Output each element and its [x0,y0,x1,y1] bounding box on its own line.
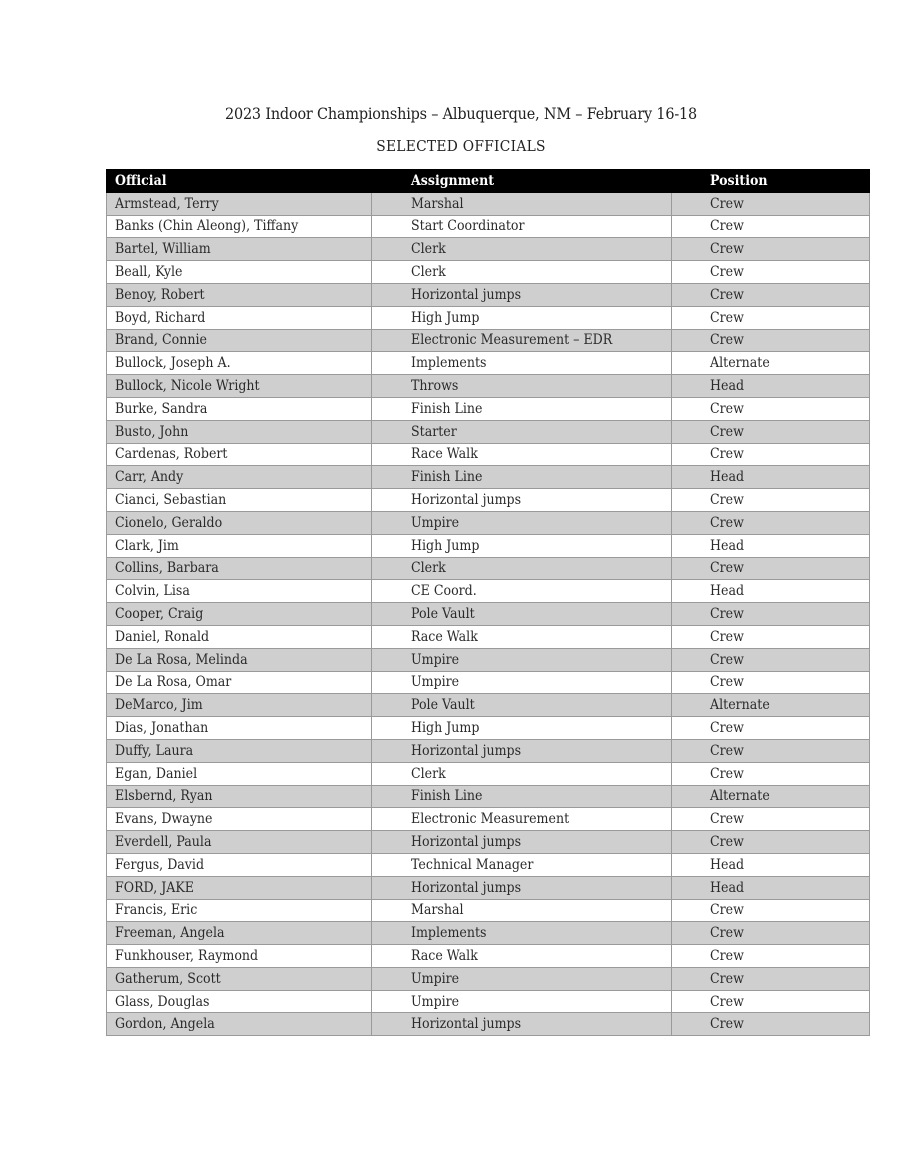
official-cell: Carr, Andy [107,466,372,489]
official-cell: Cianci, Sebastian [107,489,372,512]
official-cell: Funkhouser, Raymond [107,945,372,968]
position-cell: Crew [672,945,870,968]
position-cell: Crew [672,899,870,922]
table-row [107,283,870,306]
assignment-cell: Horizontal jumps [372,739,672,762]
column-header-official: Official [107,170,372,193]
position-cell: Alternate [672,694,870,717]
assignment-cell: Horizontal jumps [372,876,672,899]
official-cell: Bullock, Joseph A. [107,352,372,375]
position-cell: Crew [672,922,870,945]
official-cell: Clark, Jim [107,534,372,557]
position-cell: Alternate [672,785,870,808]
assignment-cell: Finish Line [372,397,672,420]
official-cell: Banks (Chin Aleong), Tiffany [107,215,372,238]
assignment-cell: High Jump [372,717,672,740]
table-body [107,192,870,1035]
position-cell: Head [672,853,870,876]
official-cell: Cardenas, Robert [107,443,372,466]
position-cell: Crew [672,967,870,990]
table-row [107,922,870,945]
official-cell: Benoy, Robert [107,283,372,306]
official-cell: De La Rosa, Melinda [107,648,372,671]
official-cell: Boyd, Richard [107,306,372,329]
position-cell: Crew [672,831,870,854]
official-cell: Duffy, Laura [107,739,372,762]
position-cell: Crew [672,306,870,329]
position-cell: Crew [672,329,870,352]
table-row [107,808,870,831]
position-cell: Head [672,580,870,603]
assignment-cell: Race Walk [372,625,672,648]
position-cell: Head [672,466,870,489]
position-cell: Crew [672,625,870,648]
official-cell: Busto, John [107,420,372,443]
position-cell: Crew [672,739,870,762]
assignment-cell: Umpire [372,671,672,694]
assignment-cell: Umpire [372,648,672,671]
official-cell: Freeman, Angela [107,922,372,945]
table-row [107,945,870,968]
position-cell: Crew [672,215,870,238]
table-row [107,306,870,329]
table-row [107,785,870,808]
assignment-cell: Start Coordinator [372,215,672,238]
table-row [107,831,870,854]
official-cell: FORD, JAKE [107,876,372,899]
position-cell: Crew [672,489,870,512]
assignment-cell: Umpire [372,990,672,1013]
assignment-cell: Clerk [372,557,672,580]
table-row [107,261,870,284]
table-row [107,557,870,580]
official-cell: Francis, Eric [107,899,372,922]
official-cell: Beall, Kyle [107,261,372,284]
assignment-cell: Umpire [372,967,672,990]
assignment-cell: Horizontal jumps [372,1013,672,1036]
assignment-cell: Implements [372,352,672,375]
official-cell: Everdell, Paula [107,831,372,854]
assignment-cell: Pole Vault [372,694,672,717]
official-cell: Glass, Douglas [107,990,372,1013]
official-cell: Daniel, Ronald [107,625,372,648]
official-cell: Egan, Daniel [107,762,372,785]
assignment-cell: Horizontal jumps [372,831,672,854]
position-cell: Crew [672,1013,870,1036]
table-row [107,694,870,717]
official-cell: De La Rosa, Omar [107,671,372,694]
official-cell: Gordon, Angela [107,1013,372,1036]
position-cell: Crew [672,443,870,466]
assignment-cell: Horizontal jumps [372,283,672,306]
position-cell: Crew [672,283,870,306]
assignment-cell: Umpire [372,511,672,534]
table-row [107,625,870,648]
table-row [107,717,870,740]
table-row [107,671,870,694]
official-cell: Bartel, William [107,238,372,261]
page-title: 2023 Indoor Championships – Albuquerque, NM – February 16-18 [224,104,697,123]
column-header-assignment: Assignment [372,170,672,193]
position-cell: Crew [672,261,870,284]
table-row [107,466,870,489]
table-row [107,899,870,922]
official-cell: Dias, Jonathan [107,717,372,740]
official-cell: Brand, Connie [107,329,372,352]
table-row [107,397,870,420]
official-cell: Bullock, Nicole Wright [107,375,372,398]
position-cell: Crew [672,808,870,831]
assignment-cell: Clerk [372,238,672,261]
official-cell: Burke, Sandra [107,397,372,420]
table-row [107,534,870,557]
official-cell: Fergus, David [107,853,372,876]
official-cell: Cooper, Craig [107,603,372,626]
assignment-cell: Race Walk [372,945,672,968]
officials-table [106,169,870,1036]
position-cell: Head [672,375,870,398]
table-row [107,876,870,899]
position-cell: Head [672,876,870,899]
assignment-cell: Pole Vault [372,603,672,626]
assignment-cell: High Jump [372,306,672,329]
assignment-cell: Starter [372,420,672,443]
assignment-cell: Finish Line [372,466,672,489]
official-cell: Evans, Dwayne [107,808,372,831]
position-cell: Crew [672,648,870,671]
position-cell: Crew [672,603,870,626]
table-row [107,489,870,512]
table-row [107,967,870,990]
table-row [107,762,870,785]
assignment-cell: Throws [372,375,672,398]
table-row [107,853,870,876]
table-row [107,192,870,215]
table-row [107,739,870,762]
table-row [107,1013,870,1036]
assignment-cell: Race Walk [372,443,672,466]
position-cell: Crew [672,192,870,215]
table-row [107,580,870,603]
table-row [107,420,870,443]
page-subtitle: SELECTED OFFICIALS [376,137,546,155]
assignment-cell: Clerk [372,261,672,284]
assignment-cell: High Jump [372,534,672,557]
table-row [107,443,870,466]
table-header-row [107,170,870,193]
position-cell: Crew [672,557,870,580]
table-row [107,238,870,261]
assignment-cell: Technical Manager [372,853,672,876]
table-row [107,603,870,626]
official-cell: Gatherum, Scott [107,967,372,990]
table-row [107,648,870,671]
official-cell: Colvin, Lisa [107,580,372,603]
table-row [107,511,870,534]
assignment-cell: Clerk [372,762,672,785]
position-cell: Crew [672,238,870,261]
table-row [107,352,870,375]
position-cell: Alternate [672,352,870,375]
official-cell: Armstead, Terry [107,192,372,215]
official-cell: Elsbernd, Ryan [107,785,372,808]
position-cell: Head [672,534,870,557]
table-row [107,329,870,352]
assignment-cell: Implements [372,922,672,945]
assignment-cell: Finish Line [372,785,672,808]
assignment-cell: CE Coord. [372,580,672,603]
assignment-cell: Electronic Measurement – EDR [372,329,672,352]
assignment-cell: Marshal [372,899,672,922]
official-cell: Collins, Barbara [107,557,372,580]
position-cell: Crew [672,762,870,785]
table-row [107,215,870,238]
position-cell: Crew [672,511,870,534]
position-cell: Crew [672,397,870,420]
table-row [107,375,870,398]
assignment-cell: Horizontal jumps [372,489,672,512]
table-row [107,990,870,1013]
position-cell: Crew [672,990,870,1013]
official-cell: Cionelo, Geraldo [107,511,372,534]
assignment-cell: Electronic Measurement [372,808,672,831]
column-header-position: Position [672,170,870,193]
position-cell: Crew [672,420,870,443]
assignment-cell: Marshal [372,192,672,215]
position-cell: Crew [672,717,870,740]
position-cell: Crew [672,671,870,694]
official-cell: DeMarco, Jim [107,694,372,717]
